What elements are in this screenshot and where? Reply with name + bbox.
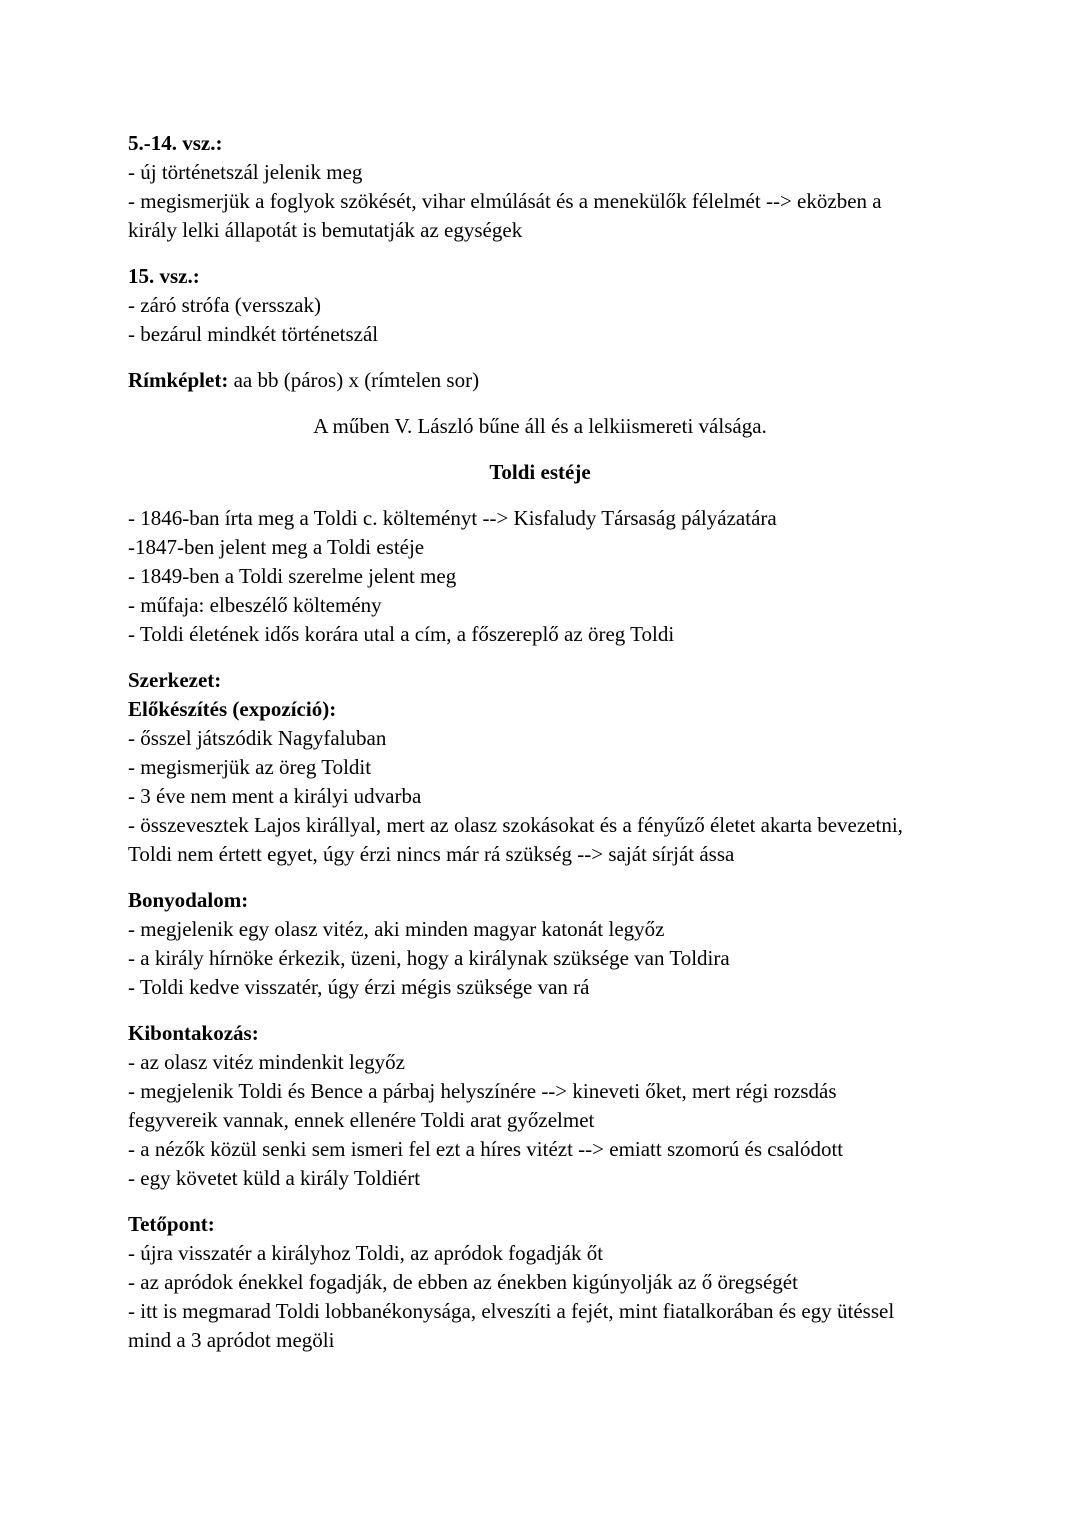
section-verse-15 bbox=[128, 262, 952, 349]
section-verses-5-14 bbox=[128, 129, 952, 245]
text-line: - itt is megmarad Toldi lobbanékonysága, elveszíti a fejét, mint fiatalkorában és egy ütéssel bbox=[128, 1299, 895, 1323]
text-line: mind a 3 apródot megöli bbox=[128, 1328, 335, 1352]
text-line: - ősszel játszódik Nagyfaluban bbox=[128, 726, 387, 750]
text-line: - bezárul mindkét történetszál bbox=[128, 322, 379, 346]
text-line: - 3 éve nem ment a királyi udvarba bbox=[128, 784, 422, 808]
section-heading-complication: Bonyodalom: bbox=[128, 888, 249, 912]
text-line: király lelki állapotát is bemutatják az egységek bbox=[128, 218, 523, 242]
section-structure bbox=[128, 666, 952, 869]
text-line: - 1846-ban írta meg a Toldi c. költeményt --> Kisfaludy Társaság pályázatára bbox=[128, 506, 777, 530]
text-line: - Toldi életének idős korára utal a cím, a főszereplő az öreg Toldi bbox=[128, 622, 675, 646]
section-heading-climax: Tetőpont: bbox=[128, 1212, 215, 1236]
rhyme-scheme-value: aa bb (páros) x (rímtelen sor) bbox=[228, 368, 480, 392]
document-content bbox=[128, 129, 952, 1372]
section-complication bbox=[128, 886, 952, 1002]
text-line: - 1849-ben a Toldi szerelme jelent meg bbox=[128, 564, 457, 588]
text-line: - műfaja: elbeszélő költemény bbox=[128, 593, 382, 617]
section-rhyme-scheme bbox=[128, 366, 952, 395]
text-line: Toldi nem értett egyet, úgy érzi nincs már rá szükség --> saját sírját ássa bbox=[128, 842, 735, 866]
text-line: - megismerjük a foglyok szökését, vihar elmúlását és a menekülők félelmét --> eközben a bbox=[128, 189, 882, 213]
text-line: - az olasz vitéz mindenkit legyőz bbox=[128, 1050, 405, 1074]
rhyme-scheme-line bbox=[128, 366, 952, 395]
theme-statement: A műben V. László bűne áll és a lelkiismereti válsága. bbox=[313, 414, 767, 438]
section-title bbox=[128, 458, 952, 487]
text-line: - az apródok énekkel fogadják, de ebben az énekben kigúnyolják az ő öregségét bbox=[128, 1270, 798, 1294]
text-line: -1847-ben jelent meg a Toldi estéje bbox=[128, 535, 425, 559]
text-line: - a király hírnöke érkezik, üzeni, hogy a királynak szüksége van Toldira bbox=[128, 946, 730, 970]
text-line: - új történetszál jelenik meg bbox=[128, 160, 363, 184]
section-heading-verse-15: 15. vsz.: bbox=[128, 264, 200, 288]
page-title: Toldi estéje bbox=[489, 460, 591, 484]
text-line: - összevesztek Lajos királlyal, mert az olasz szokásokat és a fényűző életet akarta bevezetni, bbox=[128, 813, 903, 837]
section-heading-development: Kibontakozás: bbox=[128, 1021, 259, 1045]
text-line: - egy követet küld a király Toldiért bbox=[128, 1166, 421, 1190]
section-facts bbox=[128, 504, 952, 649]
text-line: - a nézők közül senki sem ismeri fel ezt a híres vitézt --> emiatt szomorú és csalódott bbox=[128, 1137, 844, 1161]
section-development bbox=[128, 1019, 952, 1193]
text-line: - megismerjük az öreg Toldit bbox=[128, 755, 372, 779]
text-line: fegyvereik vannak, ennek ellenére Toldi arat győzelmet bbox=[128, 1108, 595, 1132]
text-line: - újra visszatér a királyhoz Toldi, az apródok fogadják őt bbox=[128, 1241, 604, 1265]
section-theme-statement bbox=[128, 412, 952, 441]
text-line: - megjelenik Toldi és Bence a párbaj helyszínére --> kineveti őket, mert régi rozsdás bbox=[128, 1079, 837, 1103]
text-line: - záró strófa (versszak) bbox=[128, 293, 321, 317]
rhyme-scheme-label: Rímképlet: bbox=[128, 368, 229, 392]
text-line: - megjelenik egy olasz vitéz, aki minden magyar katonát legyőz bbox=[128, 917, 665, 941]
section-heading-verses-5-14: 5.-14. vsz.: bbox=[128, 131, 223, 155]
section-heading-exposition: Előkészítés (expozíció): bbox=[128, 697, 337, 721]
text-line: - Toldi kedve visszatér, úgy érzi mégis szüksége van rá bbox=[128, 975, 590, 999]
section-heading-structure: Szerkezet: bbox=[128, 668, 222, 692]
section-climax bbox=[128, 1210, 952, 1355]
